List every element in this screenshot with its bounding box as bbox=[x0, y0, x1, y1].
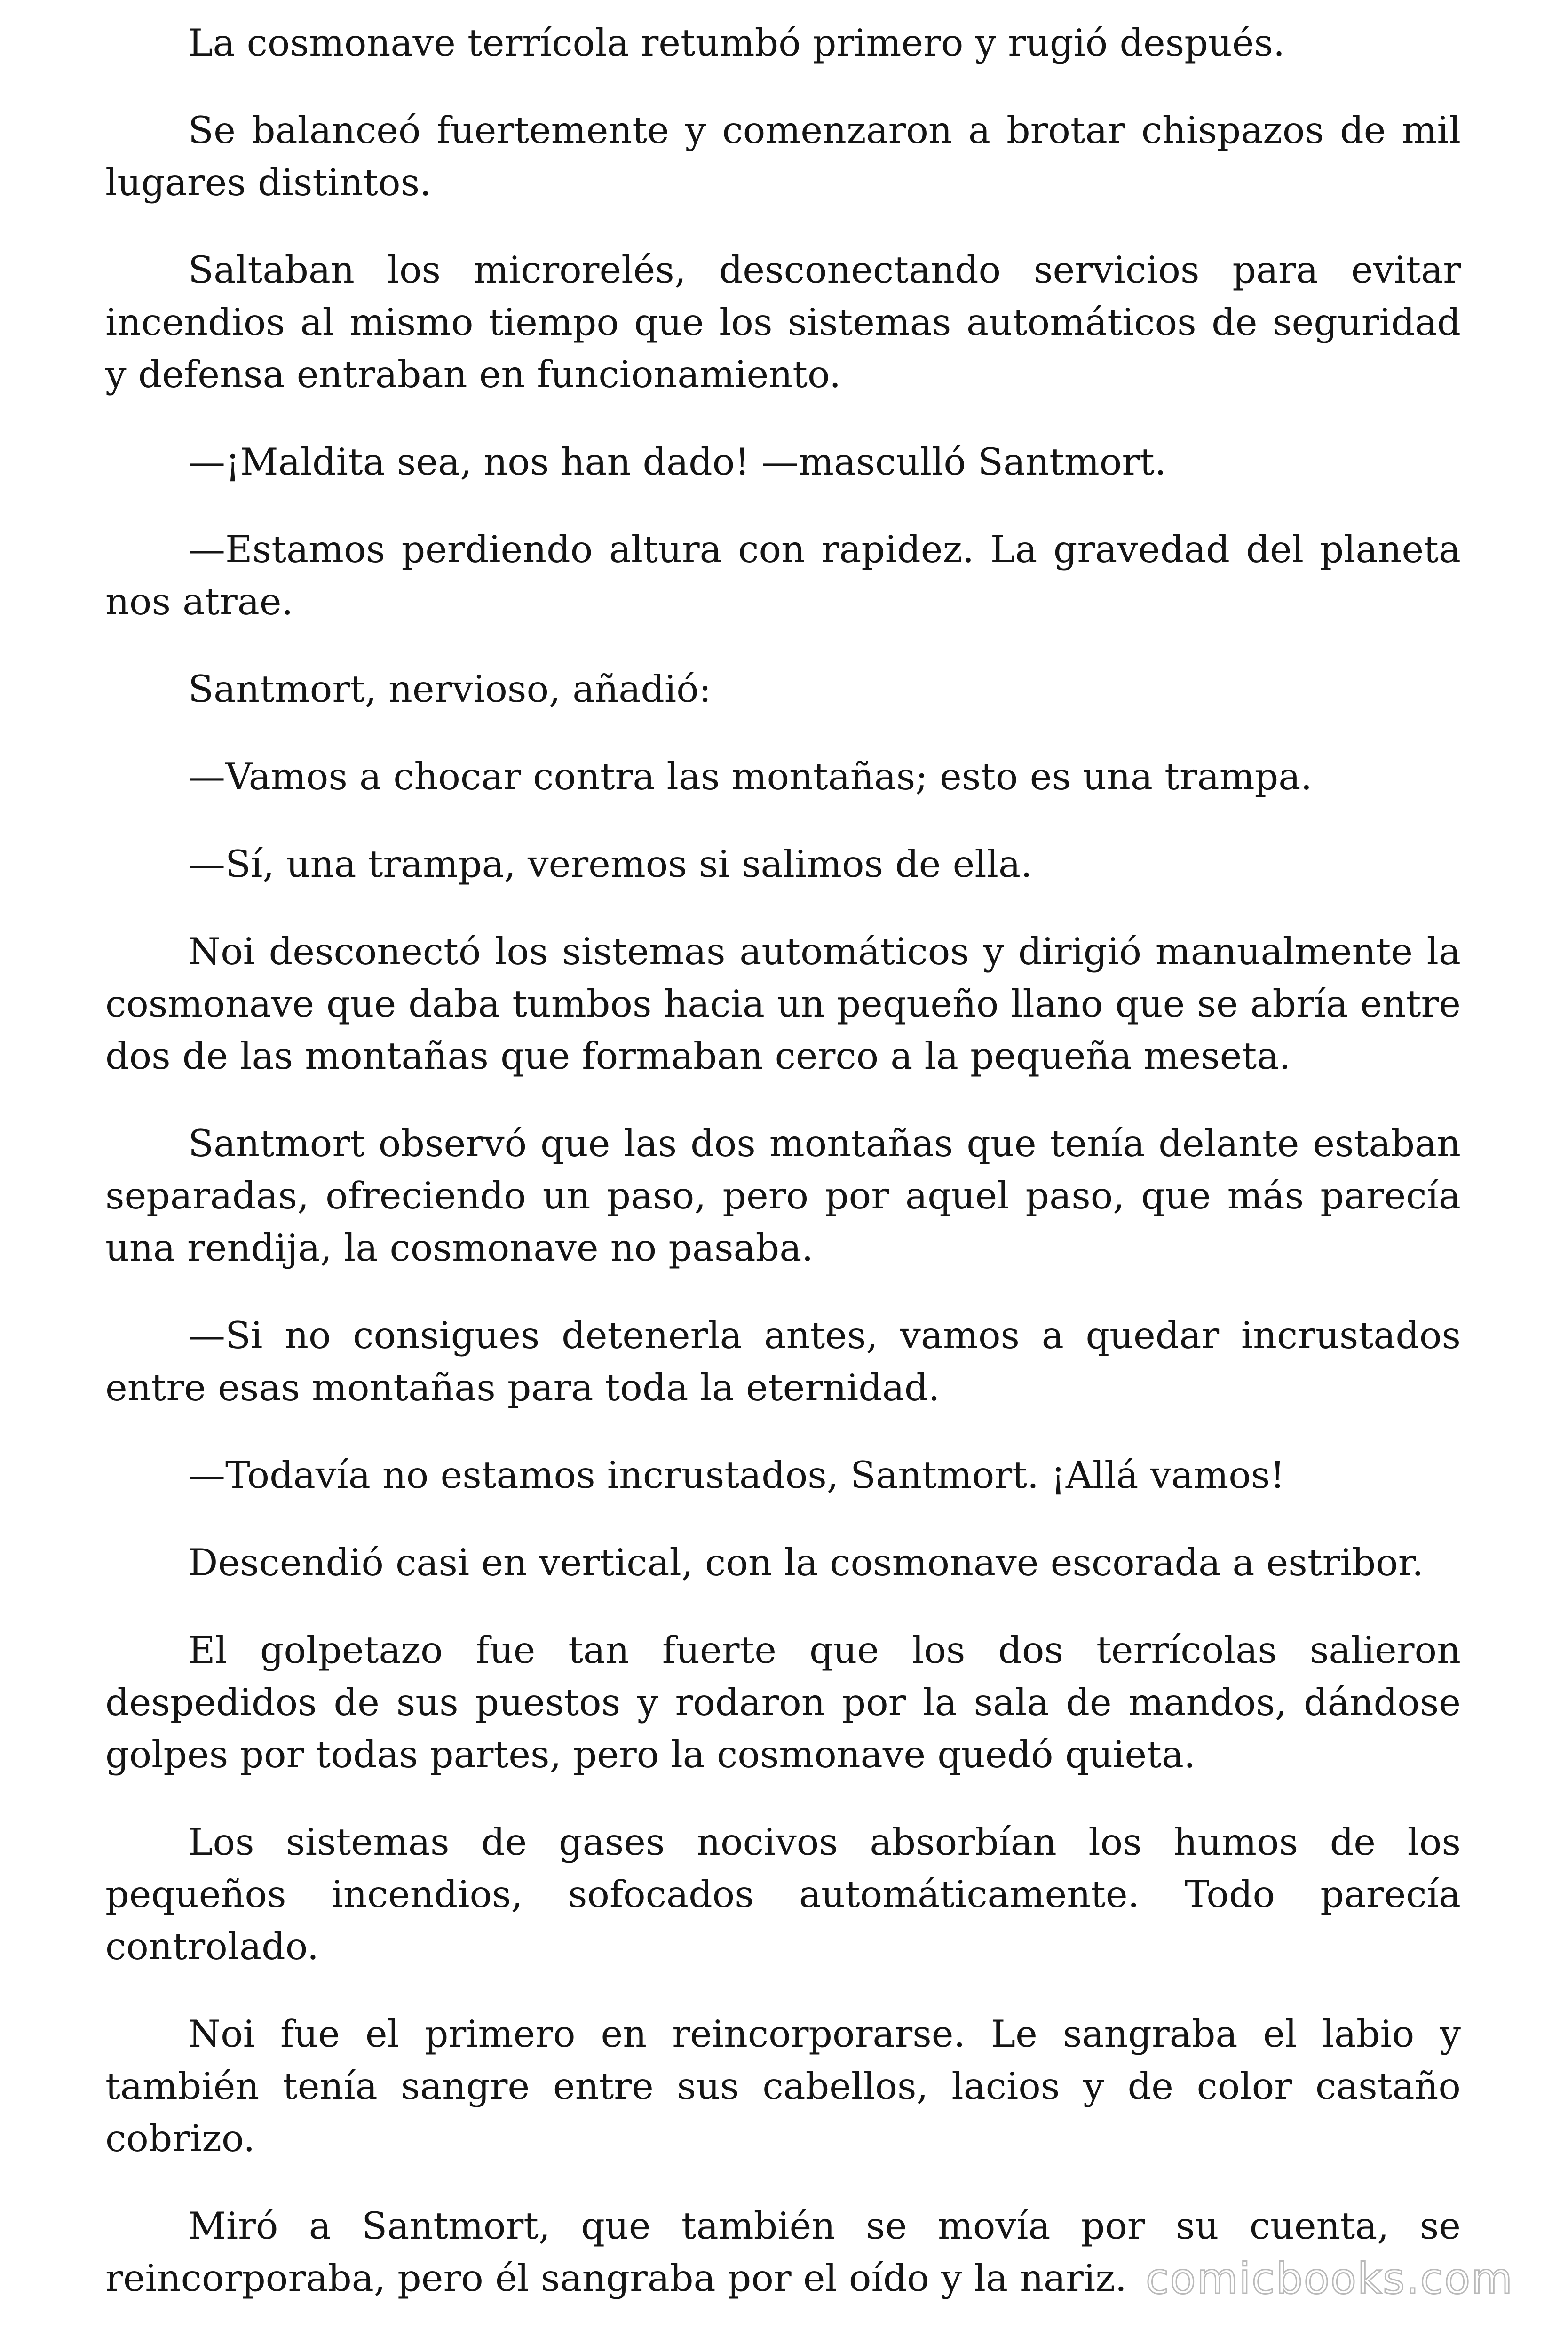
paragraph: —Si no consigues detenerla antes, vamos a quedar incrustados entre esas montañas para toda la eternidad. bbox=[105, 1314, 1461, 1409]
paragraph: Santmort observó que las dos montañas que tenía delante estaban separadas, ofreciendo un paso, pero por aquel paso, que más parecía una rendija, la cosmonave no pasaba. bbox=[105, 1122, 1461, 1270]
paragraph: —Todavía no estamos incrustados, Santmort. ¡Allá vamos! bbox=[188, 1454, 1285, 1497]
paragraph: Miró a Santmort, que también se movía por su cuenta, se reincorporaba, pero él sangraba por el oído y la nariz. bbox=[105, 2204, 1461, 2300]
paragraph: Noi fue el primero en reincorporarse. Le sangraba el labio y también tenía sangre entre sus cabellos, lacios y de color castaño cobrizo. bbox=[105, 2012, 1461, 2160]
paragraph: Saltaban los microrelés, desconectando servicios para evitar incendios al mismo tiempo que los sistemas automáticos de seguridad y defensa entraban en funcionamiento. bbox=[105, 248, 1461, 396]
paragraph: El golpetazo fue tan fuerte que los dos terrícolas salieron despedidos de sus puestos y rodaron por la sala de mandos, dándose golpes por todas partes, pero la cosmonave quedó quieta. bbox=[105, 1629, 1461, 1776]
page-body bbox=[105, 17, 1461, 2304]
paragraph: Se balanceó fuertemente y comenzaron a brotar chispazos de mil lugares distintos. bbox=[105, 109, 1461, 204]
paragraph: —Sí, una trampa, veremos si salimos de ella. bbox=[188, 842, 1033, 886]
paragraph: Noi desconectó los sistemas automáticos y dirigió manualmente la cosmonave que daba tumbos hacia un pequeño llano que se abría entre dos de las montañas que formaban cerco a la pequeña meseta. bbox=[105, 930, 1461, 1078]
paragraph: Santmort, nervioso, añadió: bbox=[188, 667, 712, 711]
watermark: comicbooks.com bbox=[1146, 2254, 1513, 2304]
paragraph: —Vamos a chocar contra las montañas; esto es una trampa. bbox=[188, 755, 1313, 798]
paragraph: La cosmonave terrícola retumbó primero y rugió después. bbox=[188, 21, 1285, 64]
paragraph: —Estamos perdiendo altura con rapidez. La gravedad del planeta nos atrae. bbox=[105, 528, 1461, 623]
paragraph: —¡Maldita sea, nos han dado! —masculló Santmort. bbox=[188, 440, 1166, 484]
paragraph: Los sistemas de gases nocivos absorbían los humos de los pequeños incendios, sofocados automáticamente. Todo parecía controlado. bbox=[105, 1820, 1461, 1968]
paragraph: Descendió casi en vertical, con la cosmonave escorada a estribor. bbox=[188, 1541, 1424, 1584]
